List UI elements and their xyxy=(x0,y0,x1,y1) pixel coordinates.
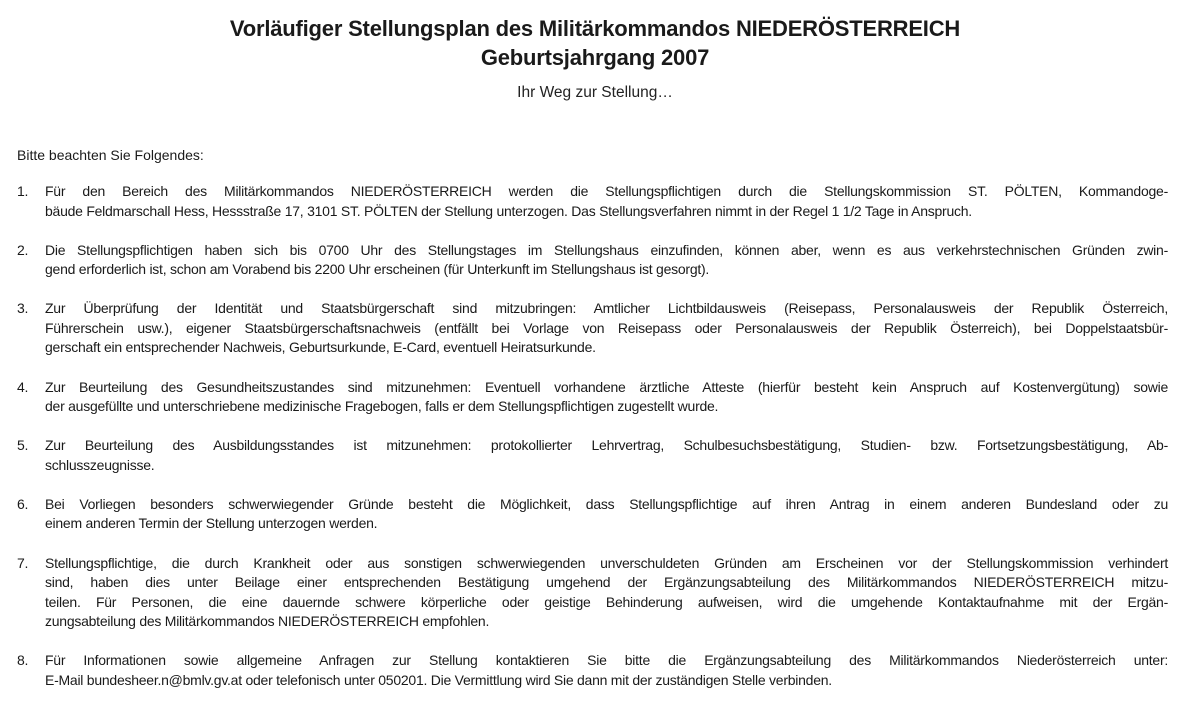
list-item xyxy=(17,182,1168,221)
list-item xyxy=(17,436,1168,475)
list-item-text-line: gend erforderlich ist, schon am Vorabend bis 2200 Uhr erscheinen (für Unterkunft im Stellungshaus ist gesorgt). xyxy=(45,261,710,278)
list-item-text-line: Führerschein usw.), eigener Staatsbürgerschaftsnachweis (entfällt bei Vorlage von Reisepass oder Personalausweis der Republik Österreich), bei Doppelstaatsbür- xyxy=(45,319,1168,336)
list-item-text-line: schlusszeugnisse. xyxy=(45,456,155,473)
list-item xyxy=(17,554,1168,632)
intro-text: Bitte beachten Sie Folgendes: xyxy=(17,147,204,163)
list-item-text-line: Die Stellungspflichtigen haben sich bis 0700 Uhr des Stellungstages im Stellungshaus einzufinden, können aber, wenn es aus verkehrstechnischen Gründen zwin- xyxy=(45,241,1168,258)
list-item-text-line: Für den Bereich des Militärkommandos NIEDERÖSTERREICH werden die Stellungspflichtigen durch die Stellungskommission ST. PÖLTEN, Kommandoge- xyxy=(45,183,1168,199)
title-line-2: Geburtsjahrgang 2007 xyxy=(480,45,710,70)
list-item-number: 5. xyxy=(17,437,29,454)
list-item-number: 3. xyxy=(17,300,29,317)
list-item xyxy=(17,651,1168,690)
title-line-1: Vorläufiger Stellungsplan des Militärkommandos NIEDERÖSTERREICH xyxy=(229,16,961,41)
list-item-text-line: bäude Feldmarschall Hess, Hessstraße 17, 3101 ST. PÖLTEN der Stellung unterzogen. Das Stellungsverfahren nimmt in der Regel 1 1/2 Tage in Anspruch. xyxy=(45,202,972,219)
list-item-text-line: Zur Überprüfung der Identität und Staatsbürgerschaft sind mitzubringen: Amtlicher Lichtbildausweis (Reisepass, Personalausweis der Republik Österreich, xyxy=(45,300,1168,317)
list-item-number: 8. xyxy=(17,652,29,669)
list-item-text-line: zungsabteilung des Militärkommandos NIEDERÖSTERREICH empfohlen. xyxy=(45,613,490,630)
list-item xyxy=(17,299,1168,358)
list-item-text-line: Zur Beurteilung des Ausbildungsstandes ist mitzunehmen: protokollierter Lehrvertrag, Schulbesuchsbestätigung, Studien- bzw. Fortsetzungsbestätigung, Ab- xyxy=(45,437,1168,454)
list-item-number: 7. xyxy=(17,554,29,571)
list-item-text-line: gerschaft ein entsprechender Nachweis, Geburtsurkunde, E-Card, eventuell Heiratsurkunde. xyxy=(45,339,596,356)
list-item-number: 6. xyxy=(17,495,29,512)
list-item xyxy=(17,241,1168,280)
document-title xyxy=(0,14,1190,72)
list-item-text-line: E-Mail bundesheer.n@bmlv.gv.at oder telefonisch unter 050201. Die Vermittlung wird Sie dann mit der zuständigen Stelle verbinden. xyxy=(45,671,832,688)
list-item-number: 2. xyxy=(17,241,29,258)
list-item-number: 1. xyxy=(17,183,29,199)
list-item-text-line: einem anderen Termin der Stellung unterzogen werden. xyxy=(45,515,378,532)
list-item-text-line: sind, haben dies unter Beilage einer entsprechenden Bestätigung umgehend der Ergänzungsabteilung des Militärkommandos NIEDERÖSTERREICH mitzu- xyxy=(45,574,1168,591)
instruction-list xyxy=(17,182,1168,710)
list-item xyxy=(17,495,1168,534)
document-subtitle: Ihr Weg zur Stellung… xyxy=(517,84,673,101)
document-header xyxy=(0,14,1190,103)
list-item-text-line: Für Informationen sowie allgemeine Anfragen zur Stellung kontaktieren Sie bitte die Ergänzungsabteilung des Militärkommandos Niederösterreich unter: xyxy=(45,652,1168,669)
list-item-text-line: Zur Beurteilung des Gesundheitszustandes sind mitzunehmen: Eventuell vorhandene ärztliche Atteste (hierfür besteht kein Anspruch auf Kostenvergütung) sowie xyxy=(45,378,1168,395)
list-item-text-line: Bei Vorliegen besonders schwerwiegender Gründe besteht die Möglichkeit, dass Stellungspflichtige auf ihren Antrag in einem anderen Bundesland oder zu xyxy=(45,495,1168,512)
list-item-text-line: der ausgefüllte und unterschriebene medizinische Fragebogen, falls er dem Stellungspflichtigen zugestellt wurde. xyxy=(45,398,719,415)
list-item-text-line: teilen. Für Personen, die eine dauernde schwere körperliche oder geistige Behinderung aufweisen, wird die umgehende Kontaktaufnahme mit der Ergän- xyxy=(45,593,1168,610)
list-item xyxy=(17,378,1168,417)
list-item-number: 4. xyxy=(17,378,29,395)
list-item-text-line: Stellungspflichtige, die durch Krankheit oder aus sonstigen schwerwiegenden unverschuldeten Gründen am Erscheinen vor der Stellungskommission verhindert xyxy=(45,554,1168,571)
